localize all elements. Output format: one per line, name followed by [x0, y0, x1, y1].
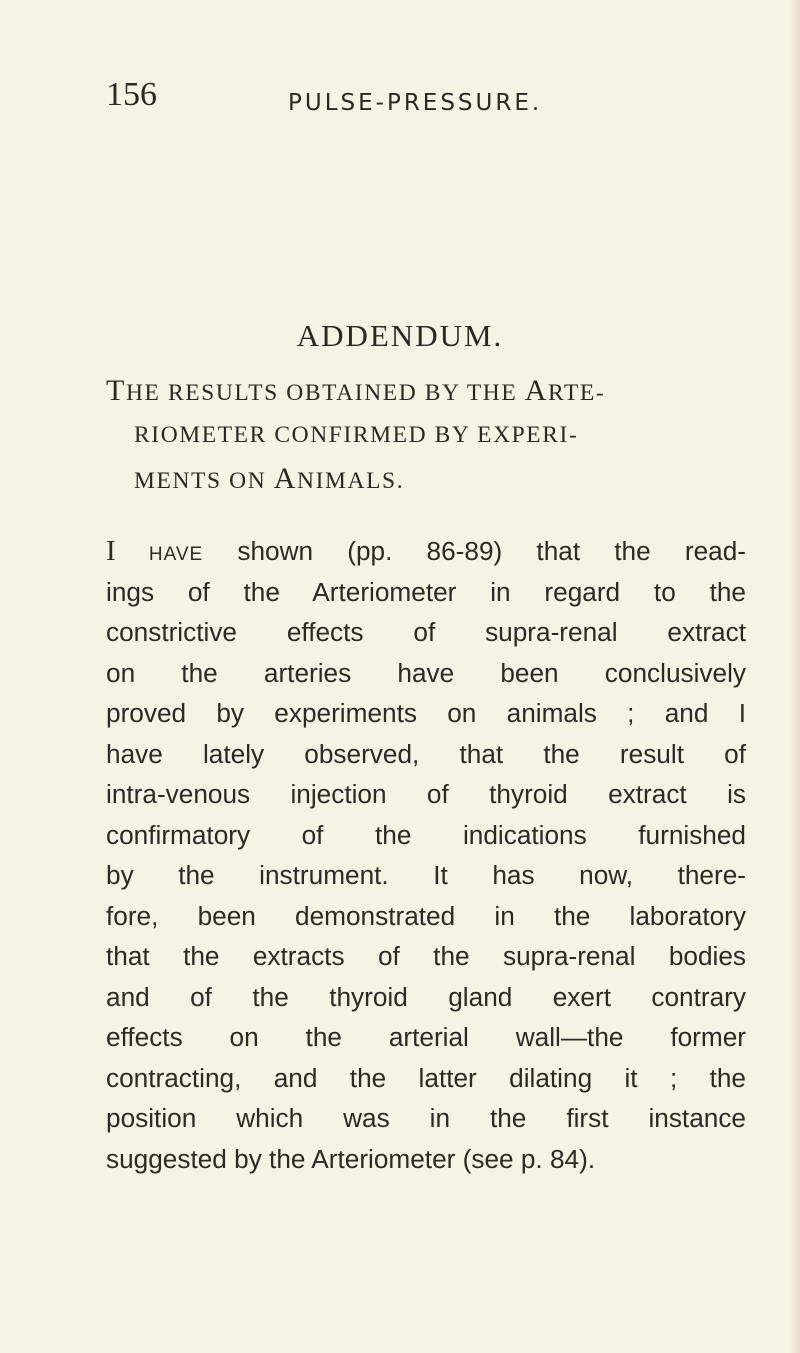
paragraph-last-line: suggested by the Arteriometer (see p. 84). — [106, 1143, 596, 1174]
paragraph-line: on the arteries have been conclusively — [106, 657, 746, 688]
paragraph-line: that the extracts of the supra-renal bodies — [106, 941, 746, 971]
paragraph-line: intra-venous injection of thyroid extract is — [106, 779, 746, 809]
paragraph-line: position which was in the first instance — [106, 1103, 746, 1133]
subheading-line: MENTS ON ANIMALS. — [134, 462, 405, 495]
subheading — [106, 369, 746, 501]
paragraph-line: confirmatory of the indications furnished — [106, 819, 746, 850]
subheading-line: RIOMETER CONFIRMED BY EXPERI- — [134, 422, 579, 448]
paragraph-line: proved by experiments on animals ; and I — [106, 698, 746, 728]
page-edge-shadow — [790, 0, 800, 1353]
paragraph-line: effects on the arterial wall—the former — [106, 1022, 746, 1052]
body-paragraph — [106, 531, 746, 1179]
paragraph-line: ings of the Arteriometer in regard to the — [106, 576, 746, 607]
running-head — [106, 70, 666, 120]
running-title: PULSE-PRESSURE. — [288, 90, 543, 116]
page-number: 156 — [106, 76, 157, 113]
paragraph-line: by the instrument. It has now, there- — [106, 860, 746, 890]
paragraph-line: contracting, and the latter dilating it ; the — [106, 1062, 746, 1093]
paragraph-line: I HAVE shown (pp. 86-89) that the read- — [106, 535, 746, 567]
section-heading: ADDENDUM. — [296, 318, 504, 353]
subheading-line: THE RESULTS OBTAINED BY THE ARTE- — [106, 374, 606, 407]
paragraph-line: constrictive effects of supra-renal extract — [106, 617, 746, 647]
paragraph-line: fore, been demonstrated in the laboratory — [106, 900, 746, 931]
paragraph-line: and of the thyroid gland exert contrary — [106, 981, 746, 1012]
paragraph-line: have lately observed, that the result of — [106, 738, 746, 769]
